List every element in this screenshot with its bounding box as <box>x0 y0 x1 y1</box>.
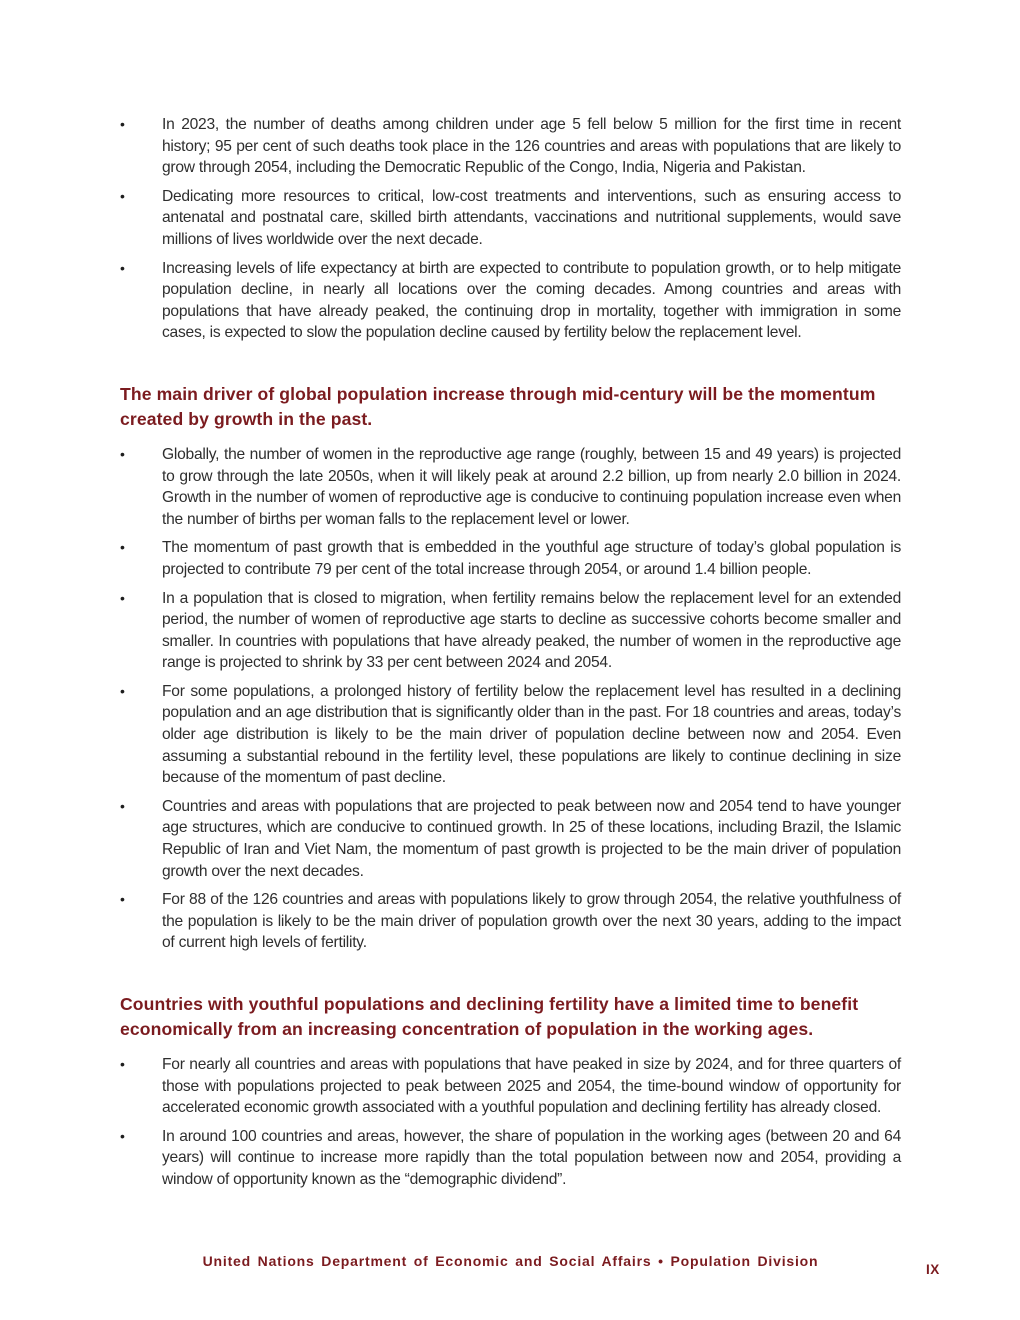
bullet-item <box>120 258 901 344</box>
bullet-marker: • <box>120 891 125 908</box>
footer-text: United Nations Department of Economic and Social Affairs • Population Division <box>202 1253 819 1269</box>
bullet-marker: • <box>120 797 125 814</box>
bullet-text: Dedicating more resources to critical, low-cost treatments and interventions, such as ensuring access to antenatal and postnatal care, skilled birth attendants, vaccinations and nutritional supplements, would save millions of lives worldwide over the next decade. <box>162 187 901 248</box>
bullet-text: For nearly all countries and areas with populations that have peaked in size by 2024, and for three quarters of those with populations projected to peak between 2025 and 2054, the time-bound window of opportunity for accelerated economic growth associated with a youthful population and declining fertility has already closed. <box>162 1056 901 1117</box>
bullet-marker: • <box>120 445 125 462</box>
bullet-item <box>120 1054 901 1119</box>
page-content <box>120 114 901 1198</box>
bullet-text: Increasing levels of life expectancy at birth are expected to contribute to population growth, or to help mitigate population decline, in nearly all locations over the coming decades. Among countries and areas with populations that have already peaked, the continuing drop in mortality, together with immigration in some cases, is expected to slow the population decline caused by fertility below the replacement level. <box>162 259 901 342</box>
bullet-marker: • <box>120 539 125 556</box>
page-number: IX <box>926 1262 940 1277</box>
section-heading: The main driver of global population increase through mid-century will be the momentum created by growth in the past. <box>120 383 876 429</box>
bullet-text: For 88 of the 126 countries and areas with populations likely to grow through 2054, the relative youthfulness of the population is likely to be the main driver of population growth over the next 30 years, adding to the impact of current high levels of fertility. <box>162 891 901 952</box>
bullet-item <box>120 186 901 251</box>
bullet-text: Globally, the number of women in the reproductive age range (roughly, between 15 and 49 years) is projected to grow through the late 2050s, when it will likely peak at around 2.2 billion, up from nearly 2.0 billion in 2024. Growth in the number of women of reproductive age is conducive to continuing population increase even when the number of births per woman falls to the replacement level or lower. <box>162 445 901 528</box>
bullet-marker: • <box>120 589 125 606</box>
section-heading: Countries with youthful populations and declining fertility have a limited time to benefit economically from an increasing concentration of population in the working ages. <box>120 994 859 1039</box>
bullet-item <box>120 1126 901 1191</box>
bullet-text: In a population that is closed to migration, when fertility remains below the replacement level for an extended period, the number of women of reproductive age starts to decline as successive cohorts become smaller and smaller. In countries with populations that have already peaked, the number of women in the reproductive age range is projected to shrink by 33 per cent between 2024 and 2054. <box>162 589 901 672</box>
bullet-text: Countries and areas with populations that are projected to peak between now and 2054 tend to have younger age structures, which are conducive to continued growth. In 25 of these locations, including Brazil, the Islamic Republic of Iran and Viet Nam, the momentum of past growth is projected to be the main driver of population growth over the next decades. <box>162 797 901 880</box>
bullet-item <box>120 537 901 580</box>
bullet-text: In 2023, the number of deaths among children under age 5 fell below 5 million for the first time in recent history; 95 per cent of such deaths took place in the 126 countries and areas with populations that are likely to grow through 2054, including the Democratic Republic of the Congo, India, Nigeria and Pakistan. <box>162 116 901 177</box>
bullet-marker: • <box>120 1127 125 1144</box>
bullet-marker: • <box>120 116 125 132</box>
bullet-item <box>120 114 901 179</box>
bullet-item <box>120 889 901 954</box>
bullet-text: In around 100 countries and areas, however, the share of population in the working ages (between 20 and 64 years) will continue to increase more rapidly than the total population between now and 2054, providing a window of opportunity known as the “demographic dividend”. <box>162 1127 901 1188</box>
bullet-item <box>120 588 901 674</box>
bullet-text: For some populations, a prolonged history of fertility below the replacement level has resulted in a declining population and an age distribution that is significantly older than in the past. For 18 countries and areas, today’s older age distribution is likely to be the main driver of population decline between now and 2054. Even assuming a substantial rebound in the fertility level, these populations are likely to continue declining in size because of the momentum of past decline. <box>162 682 901 787</box>
bullet-marker: • <box>120 187 125 204</box>
bullet-item <box>120 444 901 530</box>
bullet-marker: • <box>120 1056 125 1072</box>
bullet-item <box>120 681 901 789</box>
bullet-text: The momentum of past growth that is embedded in the youthful age structure of today’s global population is projected to contribute 79 per cent of the total increase through 2054, or around 1.4 billion people. <box>162 539 901 578</box>
bullet-item <box>120 796 901 882</box>
bullet-marker: • <box>120 259 125 276</box>
bullet-marker: • <box>120 682 125 699</box>
